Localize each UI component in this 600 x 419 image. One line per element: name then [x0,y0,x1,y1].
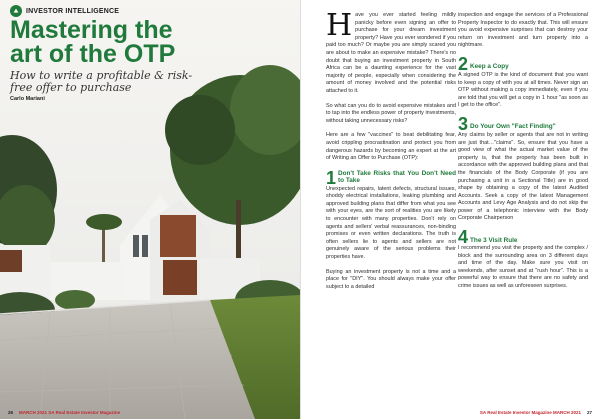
section-title: Do Your Own "Fact Finding" [470,123,556,131]
author-byline: Carlo Mariani [10,96,45,102]
section-body: A signed OTP is the kind of document that you want to keep a copy of with you at all times. Never sign an OTP without making a copy immediately, even if you are told that you will get a copy in 1 hour "as soon as I get to the office". [458,71,588,109]
section-1 [326,167,456,262]
section-heading [458,227,588,248]
section-4 [458,227,588,291]
section-number: 3 [458,113,469,134]
section-heading [458,113,588,134]
section-number: 4 [458,227,469,248]
article-title [10,18,175,66]
title-line-1: Mastering the [10,16,173,44]
text-column-1 [326,8,456,298]
article-subtitle: How to write a profitable & risk-free offer to purchase [10,69,193,94]
footer-magazine: SA Real Estate Investor Magazine MARCH 2021 [479,410,581,415]
section-body: I recommend you visit the property and the complex / block and the surrounding area on 3 different days and time of the day. Make sure you visit on weekends, after sunset and at "rush hour". This is a powerful way to ensure that there are no safety and crime issues as well as unforeseen surprises. [458,245,588,290]
section-body: Any claims by seller or agents that are not in writing are just that…"claims". So, ensure that you have a good view of what the actual market value of the property is, that the property has been built in accordance with the approved building plans and that the financials of the Body Corporate (if you are purchasing a unit in a Sectional Title) are in good shape by obtaining a copy of the latest Audited Accounts. Seek a copy of the latest Management Accounts and Levy Age Analysis and do not skip the power of a telephonic interview with the Body Corporate Chairperson [458,131,588,222]
body-paragraph: Buying an investment property is not a time and a place for "DIY". You should always make your offer subject to a detailed [326,268,456,290]
left-footer [8,410,120,415]
section-tag-label: INVESTOR INTELLIGENCE [26,7,120,15]
section-2 [458,53,588,110]
section-heading [326,167,456,188]
intro-text: ave you ever started feeling mildly panicky before even signing an offer to purchase for your dream investment property? Have you ever wondered if you paid too much? Or maybe you are simply scared you are about to make an expensive mistake? There's no doubt that buying an investment property in South Africa can be a daunting experience for the vast majority of people, especially when considering the amount of money involved and the potential risks attached to it. [326,12,456,94]
page-number: 26 [8,410,14,415]
section-number: 1 [326,167,337,188]
intro-paragraph [326,8,456,96]
body-paragraph: So what can you do to avoid expensive mistakes and to tap into the endless power of property investments, without taking unnecessary risks? [326,102,456,124]
section-title: The 3 Visit Rule [470,236,518,244]
section-body: Unexpected repairs, latent defects, structural issues, shoddy electrical installations, leaking plumbing and approved building plans that differ from what you see with your eyes, are the sort of realities you are likely to encounter with many properties. Don't rely on agents and sellers' verbal reassurances, non-binding promises or even written declarations. The truth is often sellers lie to agents and sellers are not genuinely aware of the serious problems their properties have. [326,185,456,261]
section-heading [458,53,588,74]
section-title: Don't Take Risks that You Don't Need to Take [338,169,456,185]
title-line-2: art of the OTP [10,40,176,68]
section-title: Keep a Copy [470,63,509,71]
drop-cap: H [326,8,353,43]
section-number: 2 [458,53,469,74]
text-column-2 [458,12,588,298]
footer-magazine: MARCH 2021 SA Real Estate Investor Magazine [19,410,121,415]
right-footer [480,410,592,415]
body-paragraph: Here are a few "vaccines" to beat debilitating fear, avoid crippling procrastination and protect you from dangerous hazards by becoming an expert at the art of Writing an Offer to Purchase (OTP): [326,132,456,162]
right-page [300,0,600,419]
page-number: 27 [586,410,592,415]
section-3 [458,113,588,223]
body-paragraph: inspection and engage the services of a Professional Property Inspector to do exactly that. This will ensure you avoid expensive surprises that can destroy your return on investment and turn property into a nightmare. [458,12,588,49]
